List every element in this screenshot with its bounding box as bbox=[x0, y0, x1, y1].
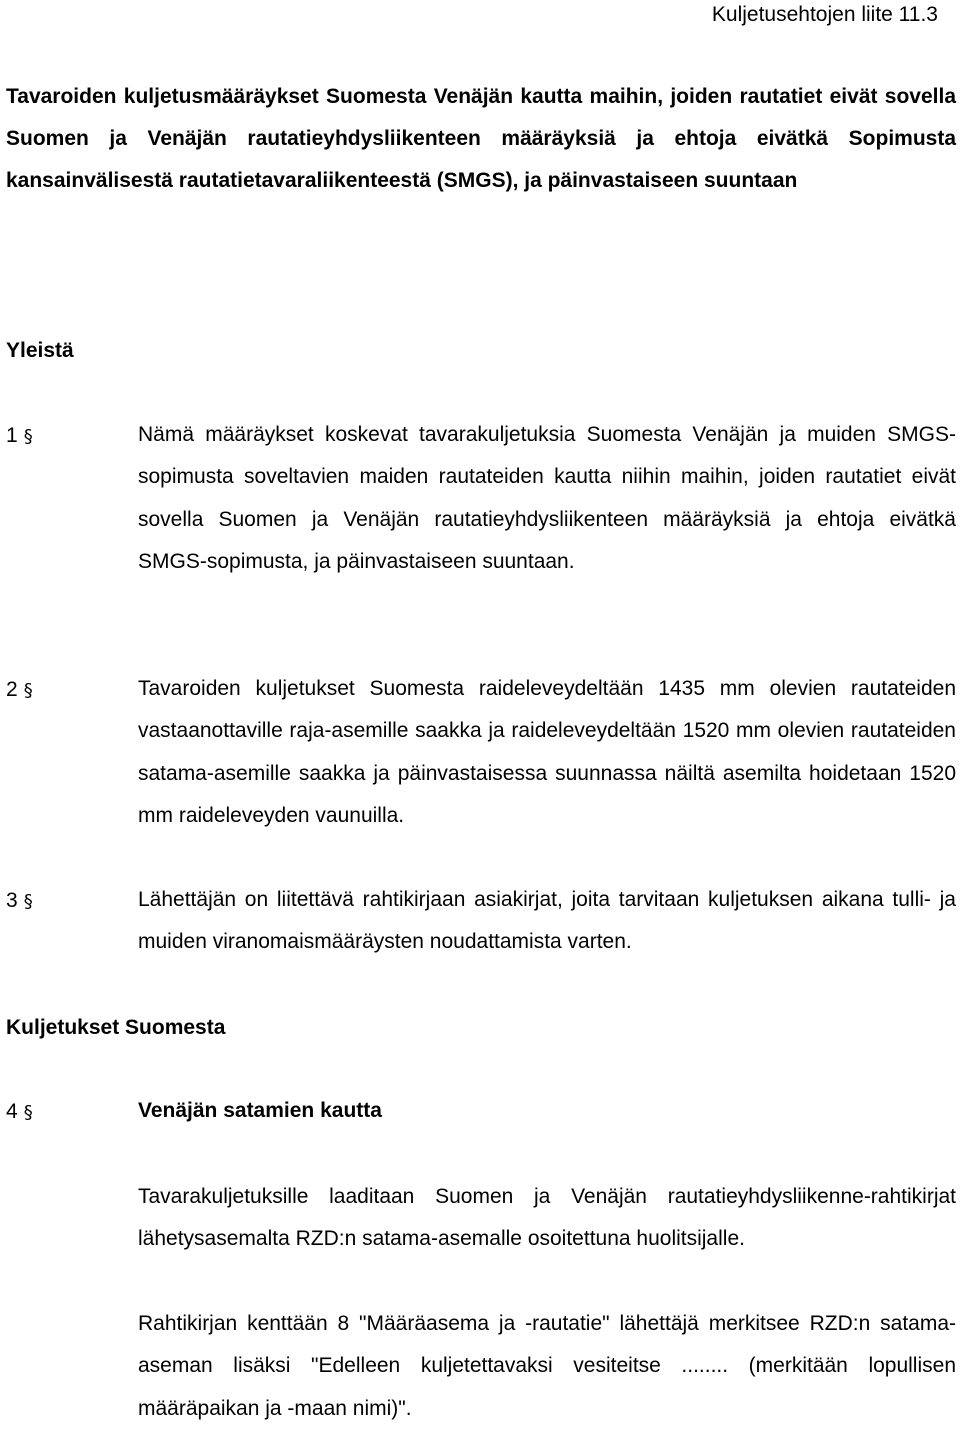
paragraph-heading-4: Venäjän satamien kautta bbox=[138, 1099, 382, 1122]
paragraph-number: 1 bbox=[6, 424, 18, 447]
paragraph-text-3: Lähettäjän on liitettävä rahtikirjaan asiakirjat, joita tarvitaan kuljetuksen aikana tulli- ja muiden viranomaismääräysten noudattamista varten. bbox=[138, 888, 956, 954]
section-heading-general: Yleistä bbox=[6, 339, 74, 362]
paragraph-number: 4 bbox=[6, 1100, 18, 1123]
section-heading-from-finland: Kuljetukset Suomesta bbox=[6, 1016, 226, 1039]
paragraph-text-4b: Rahtikirjan kenttään 8 "Määräasema ja -rautatie" lähettäjä merkitsee RZD:n satama-aseman lisäksi "Edelleen kuljetettavaksi vesiteitse ........ (merkitään lopullisen määräpaikan ja -maan nimi)". bbox=[138, 1312, 956, 1420]
paragraph-number-4 bbox=[6, 1097, 33, 1128]
document-title: Tavaroiden kuljetusmääräykset Suomesta Venäjän kautta maihin, joiden rautatiet eivät sovella Suomen ja Venäjän rautatieyhdysliikenteen määräyksiä ja ehtoja eivätkä Sopimusta kansainvälisestä rautatietavaraliikenteestä (SMGS), ja päinvastaiseen suuntaan bbox=[6, 85, 956, 192]
section-sign: § bbox=[23, 1102, 33, 1123]
document-reference: Kuljetusehtojen liite 11.3 bbox=[711, 3, 938, 26]
paragraph-number-2 bbox=[6, 675, 33, 706]
paragraph-text-2: Tavaroiden kuljetukset Suomesta raideleveydeltään 1435 mm olevien rautateiden vastaanottaville raja-asemille saakka ja raideleveydeltään 1520 mm olevien rautateiden satama-asemille saakka ja päinvastaisessa suunnassa näiltä asemilta hoidetaan 1520 mm raideleveyden vaunuilla. bbox=[138, 677, 956, 827]
section-sign: § bbox=[23, 680, 33, 701]
paragraph-number-3 bbox=[6, 886, 33, 917]
paragraph-number-1 bbox=[6, 421, 33, 452]
section-sign: § bbox=[23, 891, 33, 912]
section-sign: § bbox=[23, 426, 33, 447]
paragraph-number: 2 bbox=[6, 678, 18, 701]
paragraph-text-1: Nämä määräykset koskevat tavarakuljetuksia Suomesta Venäjän ja muiden SMGS-sopimusta soveltavien maiden rautateiden kautta niihin maihin, joiden rautatiet eivät sovella Suomen ja Venäjän rautatieyhdysliikenteen määräyksiä ja ehtoja eivätkä SMGS-sopimusta, ja päinvastaiseen suuntaan. bbox=[138, 423, 956, 573]
paragraph-number: 3 bbox=[6, 889, 18, 912]
paragraph-text-4a: Tavarakuljetuksille laaditaan Suomen ja Venäjän rautatieyhdysliikenne-rahtikirjat lähetysasemalta RZD:n satama-asemalle osoitettuna huolitsijalle. bbox=[138, 1185, 956, 1251]
